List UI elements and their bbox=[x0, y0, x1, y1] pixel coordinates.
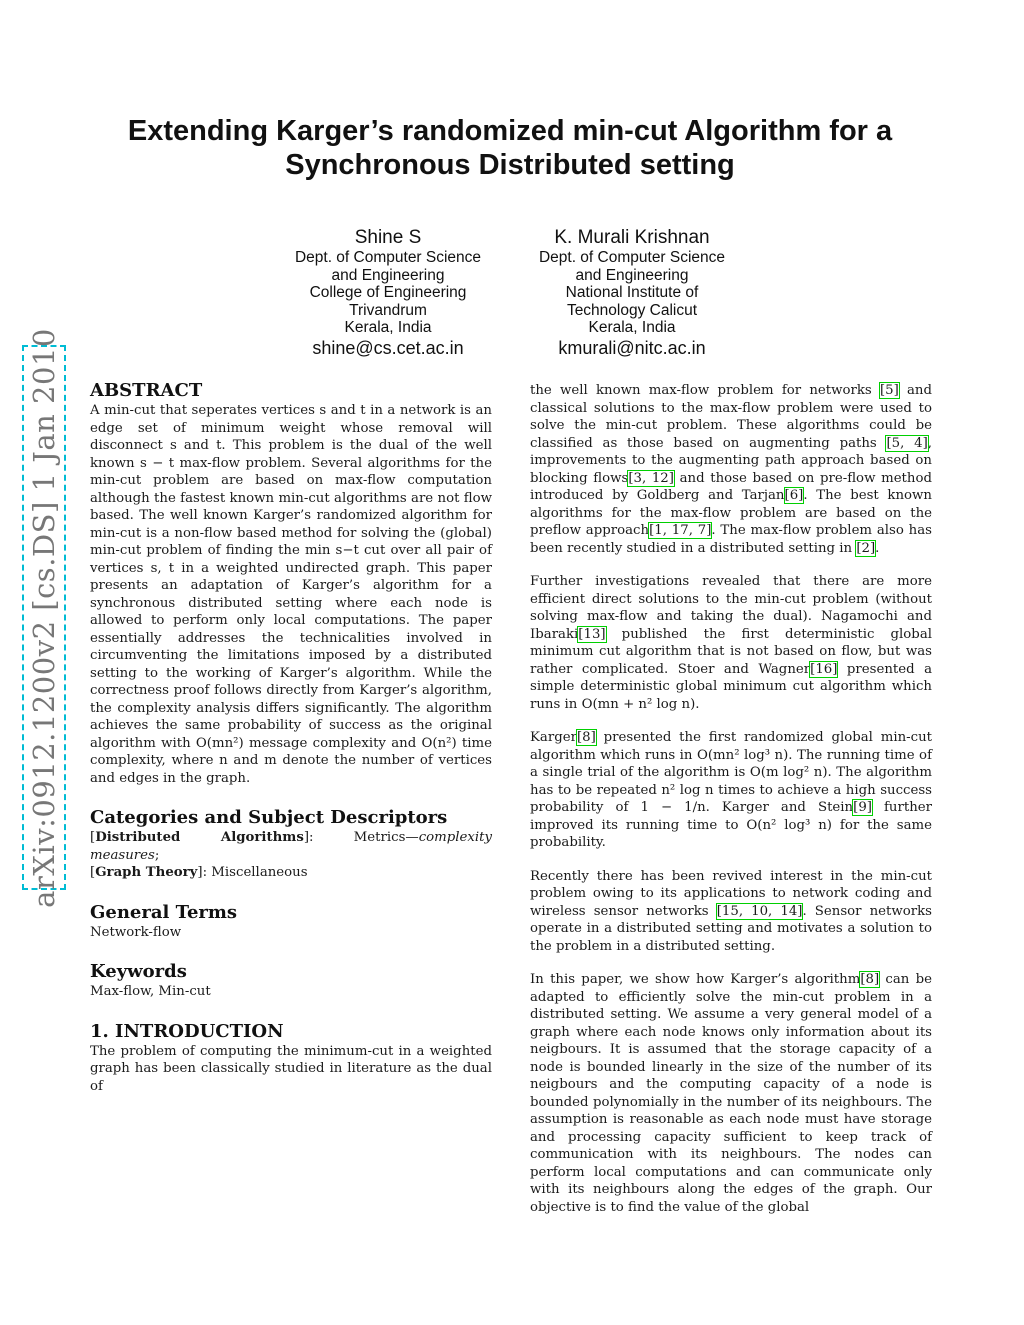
author-name: Shine S bbox=[354, 227, 422, 248]
author-location: Kerala, India bbox=[344, 319, 432, 336]
citation-link[interactable]: [8] bbox=[860, 972, 880, 987]
author-dept: and Engineering bbox=[575, 266, 689, 284]
body-paragraph: Further investigations revealed that there are more efficient direct solutions to the min-cut problem (without solving max-flow and taking the dual). Nagamochi and Ibaraki[13] published the first deterministic global minimum cut algorithm that is not based on flow, but was rather complicated. Stoer and Wagner[16] presented a simple deterministic global minimum cut algorithm which runs in O(mn + n² log n). bbox=[530, 574, 932, 712]
category-term: Graph Theory bbox=[95, 865, 198, 880]
author-location: Kerala, India bbox=[588, 319, 676, 336]
author-institution: Trivandrum bbox=[349, 301, 427, 319]
author-dept: Dept. of Computer Science bbox=[294, 249, 482, 266]
author-email[interactable]: shine@cs.cet.ac.in bbox=[312, 337, 464, 358]
introduction-heading: 1. INTRODUCTION bbox=[90, 1020, 284, 1042]
categories-line-1: [Distributed Algorithms]: Metrics—complexity measures; bbox=[90, 830, 492, 863]
abstract-heading: ABSTRACT bbox=[90, 380, 203, 401]
citation-link[interactable]: [6] bbox=[784, 488, 804, 503]
author-institution: National Institute of bbox=[565, 284, 699, 301]
citation-link[interactable]: [5, 4] bbox=[886, 435, 928, 451]
citation-link[interactable]: [13] bbox=[578, 626, 606, 642]
author-block-2 bbox=[512, 227, 752, 359]
author-name: K. Murali Krishnan bbox=[554, 227, 710, 248]
author-block-1 bbox=[268, 227, 508, 359]
citation-link[interactable]: [16] bbox=[810, 661, 838, 677]
author-institution: Technology Calicut bbox=[566, 301, 698, 319]
title-line-2: Synchronous Distributed setting bbox=[285, 149, 735, 181]
citation-link[interactable]: [5] bbox=[879, 383, 899, 398]
citation-link[interactable]: [3, 12] bbox=[628, 470, 674, 486]
categories-heading: Categories and Subject Descriptors bbox=[90, 807, 448, 828]
abstract-text: A min-cut that seperates vertices s and t in a network is an edge set of minimum weight whose removal will disconnect s and t. This problem is the dual of the well known s − t max-flow problem. Several algorithms for the min-cut problem are based on max-flow computation although the fastest known min-cut algorithms are not flow based. The well known Karger’s randomized algorithm for min-cut is a non-flow based method for solving the (global) min-cut problem of finding the min s−t cut over all pair of vertices s, t in a weighted undirected graph. This paper presents an adaptation of Karger’s algorithm for a synchronous distributed setting where each node is allowed to perform only local computations. The paper essentially addresses the technicalities involved in circumventing the limitations imposed by a distributed setting to the working of Karger’s algorithm. While the correctness proof follows directly from Karger’s algorithm, the complexity analysis differs significantly. The algorithm achieves the same probability of success as the original algorithm with O(mn²) message complexity and O(n²) time complexity, where n and m denote the number of vertices and edges in the graph. bbox=[90, 403, 492, 786]
author-institution: College of Engineering bbox=[309, 284, 467, 301]
right-column bbox=[530, 382, 932, 1216]
left-column bbox=[90, 380, 492, 1095]
body-paragraph: Karger[8] presented the first randomized global min-cut algorithm which runs in O(mn² log³ n). The running time of a single trial of the algorithm is O(m log² n). The algorithm has to be repeated n² log n times to achieve a high success probability of 1 − 1/n. Karger and Stein[9] further improved its running time to O(n² log³ n) for the same probability. bbox=[530, 730, 932, 850]
keywords-text: Max-flow, Min-cut bbox=[90, 984, 211, 999]
body-paragraph: Recently there has been revived interest in the min-cut problem owing to its applications to network coding and wireless sensor networks [15, 10, 14]. Sensor networks operate in a distributed setting and motivates a solution to the problem in a distributed setting. bbox=[530, 868, 933, 954]
citation-link[interactable]: [9] bbox=[853, 800, 872, 815]
author-dept: and Engineering bbox=[331, 266, 445, 284]
body-paragraph: the well known max-flow problem for networks [5] and classical solutions to the max-flow problem were used to solve the min-cut problem. These algorithms could be classified as those based on augmenting paths [5, 4], improvements to the augmenting path approach based on blocking flows[3, 12] and those based on pre-flow method introduced by Goldberg and Tarjan[6]. The best known algorithms for the max-flow problem are based on the preflow approach[1, 17, 7]. The max-flow problem also has been recently studied in a distributed setting in [2]. bbox=[530, 383, 933, 556]
introduction-text: The problem of computing the minimum-cut in a weighted graph has been classically studied in literature as the dual of bbox=[90, 1043, 492, 1094]
author-dept: Dept. of Computer Science bbox=[538, 249, 726, 266]
title-line-1: Extending Karger’s randomized min-cut Algorithm for a bbox=[127, 115, 893, 147]
categories-line-2: [Graph Theory]: Miscellaneous bbox=[90, 865, 308, 880]
keywords-heading: Keywords bbox=[90, 961, 187, 982]
paper-title bbox=[80, 114, 940, 182]
author-email[interactable]: kmurali@nitc.ac.in bbox=[558, 337, 706, 358]
citation-link[interactable]: [2] bbox=[856, 540, 876, 556]
citation-link[interactable]: [15, 10, 14] bbox=[716, 903, 803, 919]
category-subterm: complexity measures bbox=[90, 830, 492, 863]
citation-link[interactable]: [8] bbox=[576, 730, 596, 745]
general-terms-heading: General Terms bbox=[90, 901, 238, 923]
body-paragraph: In this paper, we show how Karger’s algorithm[8] can be adapted to efficiently solve the min-cut problem in a distributed setting. We assume a very general model of a graph where each node knows only information about its neigbours. It is assumed that the storage capacity of a node is bounded linearly in the size of the number of its neigbours and the computing capacity of a node is bounded polynomially in the number of its neighbours. The assumption is reasonable as each node must have storage and processing capacity sufficient to keep track of communication with its neighbours. The nodes can perform local computations and can communicate only with its neighbours along the edges of the graph. Our objective is to find the value of the global bbox=[530, 972, 932, 1215]
category-term: Distributed Algorithms bbox=[95, 830, 304, 845]
general-terms-text: Network-flow bbox=[90, 924, 182, 940]
citation-link[interactable]: [1, 17, 7] bbox=[649, 523, 712, 538]
arxiv-id: arXiv:0912.1200v2 [cs.DS] 1 Jan 2010 bbox=[27, 327, 61, 908]
arxiv-sidebar-stamp bbox=[22, 327, 66, 908]
